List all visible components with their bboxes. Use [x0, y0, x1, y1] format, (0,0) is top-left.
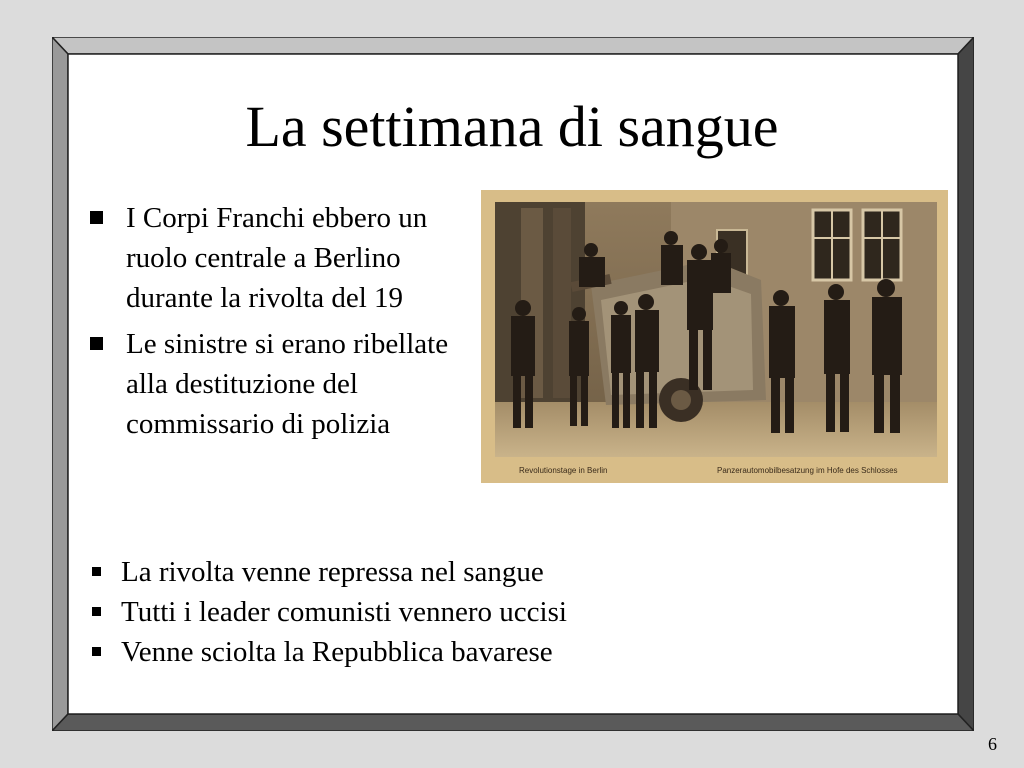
main-bullet-item: [88, 324, 488, 444]
slide-title: La settimana di sangue: [245, 94, 779, 159]
small-square-bullet-icon: [92, 607, 101, 616]
sub-bullet-item: [88, 552, 888, 592]
square-bullet-icon: [90, 211, 103, 224]
sub-bullet-item: [88, 632, 888, 672]
photo-caption-left: Revolutionstage in Berlin: [519, 466, 608, 475]
sub-bullet-text: Tutti i leader comunisti vennero uccisi: [121, 596, 567, 628]
sub-bullet-text: Venne sciolta la Repubblica bavarese: [121, 636, 553, 668]
small-square-bullet-icon: [92, 567, 101, 576]
small-square-bullet-icon: [92, 647, 101, 656]
main-bullet-text: I Corpi Franchi ebbero un ruolo centrale a Berlino durante la rivolta del 19: [126, 202, 428, 314]
historical-photo: [481, 190, 948, 483]
page-number: 6: [988, 734, 997, 754]
main-bullet-item: [88, 198, 488, 318]
sub-bullet-text: La rivolta venne repressa nel sangue: [121, 556, 544, 588]
square-bullet-icon: [90, 337, 103, 350]
main-bullet-list: [88, 198, 488, 450]
photo-caption-right: Panzerautomobilbesatzung im Hofe des Schlosses: [717, 466, 898, 475]
sub-bullet-item: [88, 592, 888, 632]
sub-bullet-list: [88, 552, 888, 672]
main-bullet-text: Le sinistre si erano ribellate alla destituzione del commissario di polizia: [126, 328, 449, 440]
